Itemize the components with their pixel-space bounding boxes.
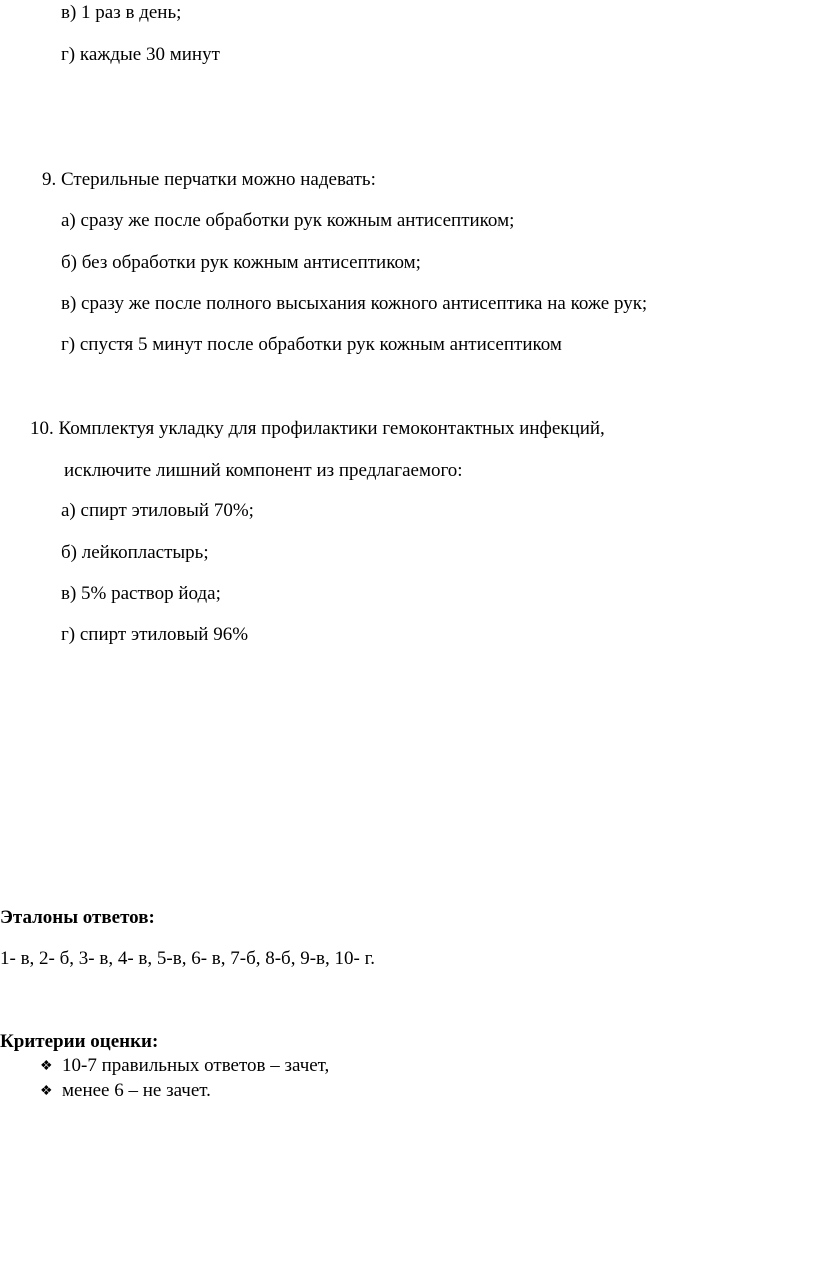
q9-question: 9. Стерильные перчатки можно надевать: [42, 169, 376, 190]
answers-heading: Эталоны ответов: [0, 907, 155, 928]
criteria-item [40, 1055, 329, 1078]
q9-option-v: в) сразу же после полного высыхания кожного антисептика на коже рук; [61, 293, 648, 314]
answers-text: 1- в, 2- б, 3- в, 4- в, 5-в, 6- в, 7-б, 8-б, 9-в, 10- г. [0, 948, 375, 969]
q9-option-b: б) без обработки рук кожным антисептиком; [61, 252, 421, 273]
q9-option-a: а) сразу же после обработки рук кожным антисептиком; [61, 210, 515, 231]
criteria-item-text: менее 6 – не зачет. [62, 1080, 211, 1101]
q8-option-v: в) 1 раз в день; [61, 2, 182, 23]
q10-question-line1: 10. Комплектуя укладку для профилактики гемоконтактных инфекций, [30, 418, 605, 439]
criteria-heading: Критерии оценки: [0, 1031, 159, 1052]
q10-option-g: г) спирт этиловый 96% [61, 624, 249, 645]
q10-option-b: б) лейкопластырь; [61, 542, 209, 563]
q10-option-v: в) 5% раствор йода; [61, 583, 221, 604]
diamond-bullet-icon: ❖ [40, 1084, 53, 1099]
q10-question-line2: исключите лишний компонент из предлагаемого: [64, 460, 463, 481]
q8-option-g: г) каждые 30 минут [61, 44, 220, 65]
criteria-item [40, 1080, 211, 1103]
q9-option-g: г) спустя 5 минут после обработки рук кожным антисептиком [61, 334, 562, 355]
diamond-bullet-icon: ❖ [40, 1059, 53, 1074]
criteria-item-text: 10-7 правильных ответов – зачет, [62, 1055, 330, 1076]
q10-option-a: а) спирт этиловый 70%; [61, 500, 254, 521]
